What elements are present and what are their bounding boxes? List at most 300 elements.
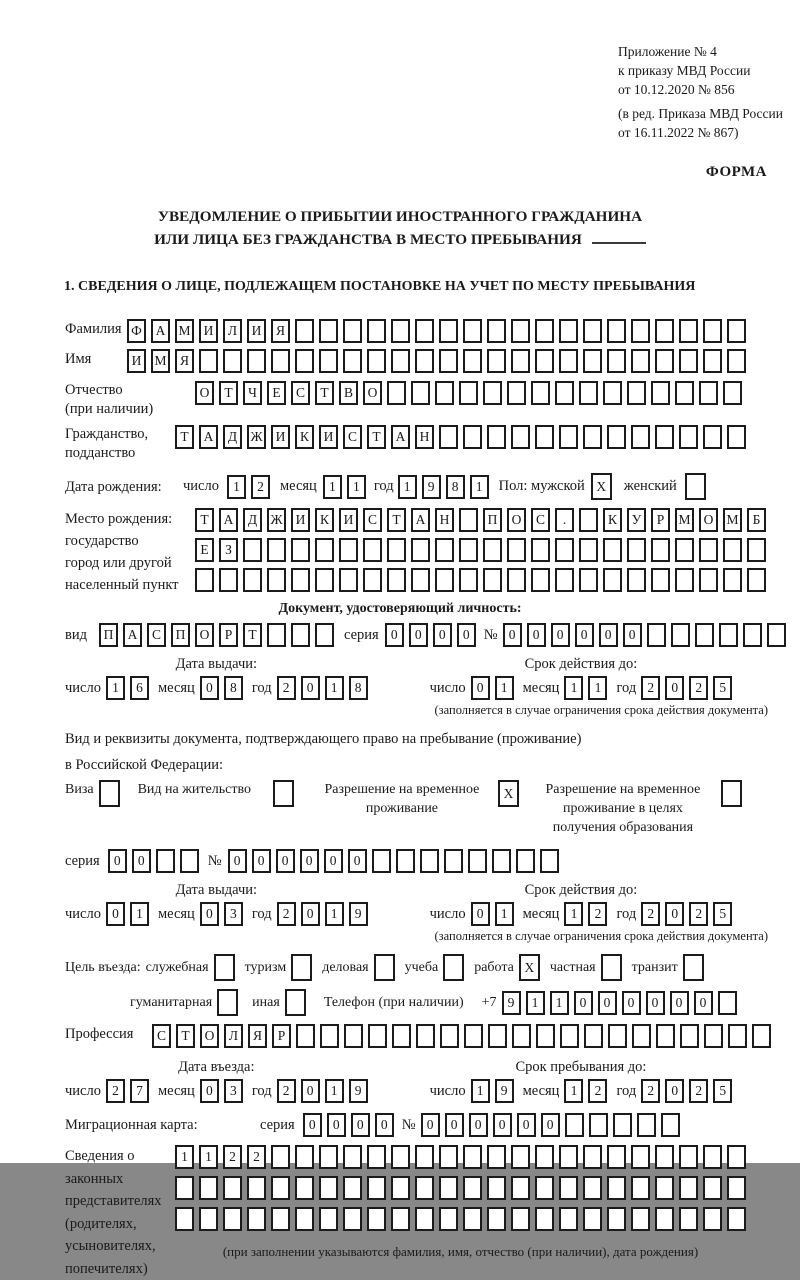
char-box[interactable]: 3 (224, 1079, 243, 1103)
char-box[interactable] (579, 538, 598, 562)
stay-until-year-boxes[interactable] (641, 1079, 732, 1103)
char-box[interactable] (396, 849, 415, 873)
char-box[interactable]: 1 (564, 1079, 583, 1103)
char-box[interactable]: О (200, 1024, 219, 1048)
char-box[interactable]: З (219, 538, 238, 562)
stay-issue-day-boxes[interactable] (106, 902, 149, 926)
char-box[interactable] (723, 381, 742, 405)
char-box[interactable] (435, 568, 454, 592)
char-box[interactable] (631, 1207, 650, 1231)
char-box[interactable] (271, 349, 290, 373)
purpose-tourism-checkbox[interactable] (291, 954, 312, 981)
char-box[interactable] (631, 1145, 650, 1169)
char-box[interactable]: М (675, 508, 694, 532)
char-box[interactable] (632, 1024, 651, 1048)
char-box[interactable] (679, 425, 698, 449)
char-box[interactable]: 0 (445, 1113, 464, 1137)
char-box[interactable]: 0 (200, 1079, 219, 1103)
valid-day-boxes[interactable] (471, 676, 514, 700)
migration-card-number-boxes[interactable] (421, 1113, 680, 1137)
representatives-row2-boxes[interactable] (175, 1176, 746, 1200)
char-box[interactable]: 1 (175, 1145, 194, 1169)
char-box[interactable] (747, 568, 766, 592)
char-box[interactable] (199, 1207, 218, 1231)
char-box[interactable] (339, 568, 358, 592)
char-box[interactable] (243, 568, 262, 592)
char-box[interactable]: А (219, 508, 238, 532)
char-box[interactable] (535, 425, 554, 449)
char-box[interactable]: 1 (526, 991, 545, 1015)
char-box[interactable] (387, 568, 406, 592)
char-box[interactable] (195, 568, 214, 592)
char-box[interactable]: 0 (421, 1113, 440, 1137)
char-box[interactable]: Е (267, 381, 286, 405)
char-box[interactable]: 1 (564, 902, 583, 926)
representatives-row1-boxes[interactable] (175, 1145, 746, 1169)
char-box[interactable] (291, 623, 310, 647)
char-box[interactable] (271, 1207, 290, 1231)
char-box[interactable]: 0 (694, 991, 713, 1015)
char-box[interactable] (175, 1176, 194, 1200)
char-box[interactable]: П (171, 623, 190, 647)
char-box[interactable]: 0 (471, 902, 490, 926)
char-box[interactable] (559, 425, 578, 449)
char-box[interactable] (483, 381, 502, 405)
char-box[interactable]: 2 (689, 1079, 708, 1103)
char-box[interactable] (295, 1176, 314, 1200)
char-box[interactable] (603, 538, 622, 562)
char-box[interactable] (685, 473, 706, 500)
char-box[interactable] (655, 425, 674, 449)
char-box[interactable] (631, 319, 650, 343)
birthplace-row1-boxes[interactable] (195, 508, 766, 532)
char-box[interactable]: 9 (495, 1079, 514, 1103)
char-box[interactable]: 0 (598, 991, 617, 1015)
char-box[interactable] (679, 1145, 698, 1169)
char-box[interactable] (464, 1024, 483, 1048)
char-box[interactable] (175, 1207, 194, 1231)
char-box[interactable]: 0 (200, 676, 219, 700)
char-box[interactable]: 1 (227, 475, 246, 499)
char-box[interactable] (656, 1024, 675, 1048)
char-box[interactable]: 1 (325, 902, 344, 926)
char-box[interactable] (699, 381, 718, 405)
char-box[interactable]: 9 (502, 991, 521, 1015)
char-box[interactable] (295, 349, 314, 373)
char-box[interactable] (536, 1024, 555, 1048)
char-box[interactable] (439, 349, 458, 373)
char-box[interactable] (579, 508, 598, 532)
char-box[interactable] (343, 349, 362, 373)
char-box[interactable] (247, 1207, 266, 1231)
char-box[interactable] (411, 381, 430, 405)
phone-boxes[interactable] (502, 991, 737, 1015)
char-box[interactable] (363, 568, 382, 592)
char-box[interactable] (415, 349, 434, 373)
purpose-other-checkbox[interactable] (285, 989, 306, 1016)
char-box[interactable] (607, 1207, 626, 1231)
char-box[interactable]: И (127, 349, 146, 373)
char-box[interactable]: 0 (132, 849, 151, 873)
char-box[interactable]: Я (271, 319, 290, 343)
migration-card-series-boxes[interactable] (303, 1113, 394, 1137)
char-box[interactable]: Р (219, 623, 238, 647)
char-box[interactable] (319, 1176, 338, 1200)
char-box[interactable] (631, 425, 650, 449)
char-box[interactable]: Р (272, 1024, 291, 1048)
char-box[interactable] (607, 425, 626, 449)
char-box[interactable]: 0 (385, 623, 404, 647)
char-box[interactable] (718, 991, 737, 1015)
char-box[interactable] (295, 1145, 314, 1169)
char-box[interactable] (315, 568, 334, 592)
char-box[interactable]: Ч (243, 381, 262, 405)
char-box[interactable]: 2 (277, 902, 296, 926)
char-box[interactable]: И (291, 508, 310, 532)
char-box[interactable]: 2 (106, 1079, 125, 1103)
char-box[interactable] (271, 1145, 290, 1169)
char-box[interactable]: 0 (623, 623, 642, 647)
char-box[interactable] (631, 1176, 650, 1200)
char-box[interactable]: 9 (422, 475, 441, 499)
char-box[interactable]: 0 (665, 1079, 684, 1103)
char-box[interactable]: 5 (713, 902, 732, 926)
char-box[interactable] (651, 568, 670, 592)
char-box[interactable] (267, 538, 286, 562)
char-box[interactable]: 1 (325, 1079, 344, 1103)
char-box[interactable] (603, 568, 622, 592)
char-box[interactable] (463, 319, 482, 343)
char-box[interactable]: Я (248, 1024, 267, 1048)
char-box[interactable]: Н (415, 425, 434, 449)
char-box[interactable] (627, 538, 646, 562)
char-box[interactable] (607, 1176, 626, 1200)
char-box[interactable] (589, 1113, 608, 1137)
char-box[interactable]: 1 (106, 676, 125, 700)
char-box[interactable] (703, 1207, 722, 1231)
char-box[interactable] (683, 954, 704, 981)
char-box[interactable] (655, 349, 674, 373)
char-box[interactable]: Т (315, 381, 334, 405)
doc-series-boxes[interactable] (385, 623, 476, 647)
char-box[interactable] (217, 989, 238, 1016)
char-box[interactable] (487, 319, 506, 343)
stay-series-boxes[interactable] (108, 849, 199, 873)
purpose-private-checkbox[interactable] (601, 954, 622, 981)
char-box[interactable] (511, 349, 530, 373)
char-box[interactable]: И (271, 425, 290, 449)
char-box[interactable] (675, 568, 694, 592)
purpose-study-checkbox[interactable] (443, 954, 464, 981)
char-box[interactable]: 0 (375, 1113, 394, 1137)
char-box[interactable]: П (99, 623, 118, 647)
char-box[interactable] (285, 989, 306, 1016)
char-box[interactable]: 0 (303, 1113, 322, 1137)
char-box[interactable]: К (295, 425, 314, 449)
char-box[interactable]: 7 (130, 1079, 149, 1103)
char-box[interactable]: Я (175, 349, 194, 373)
char-box[interactable] (583, 1176, 602, 1200)
char-box[interactable] (535, 319, 554, 343)
char-box[interactable]: Т (243, 623, 262, 647)
char-box[interactable] (223, 349, 242, 373)
char-box[interactable] (695, 623, 714, 647)
char-box[interactable] (214, 954, 235, 981)
temp-residence-education-checkbox[interactable] (721, 780, 742, 807)
char-box[interactable] (703, 349, 722, 373)
char-box[interactable] (607, 349, 626, 373)
char-box[interactable] (315, 623, 334, 647)
char-box[interactable] (507, 381, 526, 405)
char-box[interactable] (295, 319, 314, 343)
char-box[interactable]: 0 (493, 1113, 512, 1137)
char-box[interactable]: 0 (228, 849, 247, 873)
female-checkbox[interactable] (685, 473, 706, 500)
char-box[interactable] (584, 1024, 603, 1048)
char-box[interactable] (647, 623, 666, 647)
char-box[interactable] (319, 1207, 338, 1231)
char-box[interactable]: 2 (588, 1079, 607, 1103)
char-box[interactable] (367, 1176, 386, 1200)
char-box[interactable]: С (147, 623, 166, 647)
char-box[interactable] (344, 1024, 363, 1048)
char-box[interactable]: Т (195, 508, 214, 532)
char-box[interactable] (319, 349, 338, 373)
char-box[interactable] (703, 1176, 722, 1200)
char-box[interactable] (583, 1207, 602, 1231)
stay-number-boxes[interactable] (228, 849, 559, 873)
char-box[interactable] (391, 319, 410, 343)
char-box[interactable] (459, 381, 478, 405)
char-box[interactable] (367, 1207, 386, 1231)
char-box[interactable]: X (591, 473, 612, 500)
char-box[interactable] (535, 1207, 554, 1231)
purpose-work-checkbox[interactable] (519, 954, 540, 981)
char-box[interactable] (719, 623, 738, 647)
char-box[interactable]: И (247, 319, 266, 343)
char-box[interactable] (559, 319, 578, 343)
char-box[interactable] (679, 319, 698, 343)
char-box[interactable] (655, 319, 674, 343)
char-box[interactable]: Т (176, 1024, 195, 1048)
char-box[interactable] (483, 568, 502, 592)
char-box[interactable] (675, 538, 694, 562)
visa-checkbox[interactable] (99, 780, 120, 807)
char-box[interactable] (531, 381, 550, 405)
char-box[interactable]: 1 (588, 676, 607, 700)
stay-until-day-boxes[interactable] (471, 1079, 514, 1103)
char-box[interactable]: Е (195, 538, 214, 562)
char-box[interactable] (219, 568, 238, 592)
char-box[interactable] (267, 568, 286, 592)
char-box[interactable] (463, 1176, 482, 1200)
char-box[interactable]: 1 (323, 475, 342, 499)
char-box[interactable]: 2 (277, 1079, 296, 1103)
char-box[interactable] (439, 1176, 458, 1200)
char-box[interactable]: 0 (108, 849, 127, 873)
issue-year-boxes[interactable] (277, 676, 368, 700)
char-box[interactable]: Б (747, 508, 766, 532)
char-box[interactable] (247, 349, 266, 373)
char-box[interactable] (343, 1145, 362, 1169)
char-box[interactable] (387, 381, 406, 405)
char-box[interactable] (363, 538, 382, 562)
char-box[interactable] (367, 319, 386, 343)
char-box[interactable] (607, 1145, 626, 1169)
char-box[interactable] (99, 780, 120, 807)
char-box[interactable] (180, 849, 199, 873)
char-box[interactable]: Р (651, 508, 670, 532)
char-box[interactable] (391, 1207, 410, 1231)
char-box[interactable]: 1 (398, 475, 417, 499)
char-box[interactable]: 0 (301, 902, 320, 926)
stay-until-month-boxes[interactable] (564, 1079, 607, 1103)
char-box[interactable] (727, 319, 746, 343)
char-box[interactable] (247, 1176, 266, 1200)
char-box[interactable] (535, 1145, 554, 1169)
char-box[interactable]: 9 (349, 1079, 368, 1103)
char-box[interactable] (492, 849, 511, 873)
char-box[interactable]: 0 (599, 623, 618, 647)
entry-day-boxes[interactable] (106, 1079, 149, 1103)
char-box[interactable]: 1 (471, 1079, 490, 1103)
birthplace-row2-boxes[interactable] (195, 538, 766, 562)
char-box[interactable] (267, 623, 286, 647)
char-box[interactable] (579, 381, 598, 405)
char-box[interactable]: Л (224, 1024, 243, 1048)
char-box[interactable]: 0 (575, 623, 594, 647)
char-box[interactable] (343, 1176, 362, 1200)
char-box[interactable]: 1 (347, 475, 366, 499)
char-box[interactable]: Ж (247, 425, 266, 449)
char-box[interactable]: С (531, 508, 550, 532)
char-box[interactable]: С (152, 1024, 171, 1048)
char-box[interactable] (487, 425, 506, 449)
char-box[interactable] (679, 1207, 698, 1231)
char-box[interactable] (608, 1024, 627, 1048)
char-box[interactable] (704, 1024, 723, 1048)
firstname-boxes[interactable] (127, 349, 746, 373)
char-box[interactable] (488, 1024, 507, 1048)
char-box[interactable] (439, 1207, 458, 1231)
char-box[interactable]: 1 (495, 676, 514, 700)
char-box[interactable] (651, 538, 670, 562)
char-box[interactable] (487, 1207, 506, 1231)
char-box[interactable]: 0 (324, 849, 343, 873)
char-box[interactable] (296, 1024, 315, 1048)
char-box[interactable]: О (363, 381, 382, 405)
char-box[interactable]: 0 (541, 1113, 560, 1137)
char-box[interactable]: 8 (224, 676, 243, 700)
char-box[interactable] (343, 319, 362, 343)
char-box[interactable] (727, 349, 746, 373)
char-box[interactable]: 0 (327, 1113, 346, 1137)
citizenship-boxes[interactable] (175, 425, 746, 449)
char-box[interactable] (367, 349, 386, 373)
char-box[interactable]: 0 (252, 849, 271, 873)
char-box[interactable]: 2 (641, 1079, 660, 1103)
char-box[interactable] (439, 1145, 458, 1169)
char-box[interactable] (651, 381, 670, 405)
char-box[interactable]: С (343, 425, 362, 449)
char-box[interactable] (439, 319, 458, 343)
char-box[interactable]: Л (223, 319, 242, 343)
birth-month-boxes[interactable] (323, 475, 366, 499)
char-box[interactable] (459, 538, 478, 562)
char-box[interactable] (440, 1024, 459, 1048)
char-box[interactable] (752, 1024, 771, 1048)
char-box[interactable]: К (315, 508, 334, 532)
char-box[interactable]: Д (223, 425, 242, 449)
char-box[interactable] (415, 1207, 434, 1231)
char-box[interactable]: 1 (495, 902, 514, 926)
char-box[interactable] (392, 1024, 411, 1048)
char-box[interactable] (291, 954, 312, 981)
char-box[interactable] (391, 349, 410, 373)
char-box[interactable] (511, 1145, 530, 1169)
char-box[interactable] (721, 780, 742, 807)
stay-valid-day-boxes[interactable] (471, 902, 514, 926)
char-box[interactable] (199, 1176, 218, 1200)
char-box[interactable] (463, 425, 482, 449)
char-box[interactable]: 0 (300, 849, 319, 873)
char-box[interactable]: 2 (641, 902, 660, 926)
char-box[interactable] (559, 349, 578, 373)
char-box[interactable]: А (151, 319, 170, 343)
char-box[interactable]: 2 (689, 676, 708, 700)
char-box[interactable] (511, 425, 530, 449)
char-box[interactable]: 2 (689, 902, 708, 926)
char-box[interactable] (291, 568, 310, 592)
char-box[interactable] (727, 1145, 746, 1169)
char-box[interactable]: 0 (469, 1113, 488, 1137)
char-box[interactable]: Ф (127, 319, 146, 343)
char-box[interactable]: 8 (446, 475, 465, 499)
char-box[interactable]: 3 (224, 902, 243, 926)
stay-issue-year-boxes[interactable] (277, 902, 368, 926)
issue-month-boxes[interactable] (200, 676, 243, 700)
char-box[interactable] (679, 1176, 698, 1200)
char-box[interactable]: С (363, 508, 382, 532)
char-box[interactable]: 1 (325, 676, 344, 700)
char-box[interactable] (703, 319, 722, 343)
char-box[interactable] (559, 1176, 578, 1200)
char-box[interactable]: 0 (574, 991, 593, 1015)
char-box[interactable] (511, 1176, 530, 1200)
char-box[interactable]: 0 (503, 623, 522, 647)
doc-number-boxes[interactable] (503, 623, 786, 647)
doc-kind-boxes[interactable] (99, 623, 334, 647)
char-box[interactable] (767, 623, 786, 647)
char-box[interactable] (613, 1113, 632, 1137)
char-box[interactable]: 0 (646, 991, 665, 1015)
char-box[interactable]: Т (387, 508, 406, 532)
char-box[interactable] (511, 319, 530, 343)
char-box[interactable] (699, 568, 718, 592)
char-box[interactable] (319, 1145, 338, 1169)
char-box[interactable]: 0 (665, 676, 684, 700)
entry-month-boxes[interactable] (200, 1079, 243, 1103)
char-box[interactable]: 0 (301, 676, 320, 700)
char-box[interactable]: М (723, 508, 742, 532)
entry-year-boxes[interactable] (277, 1079, 368, 1103)
valid-year-boxes[interactable] (641, 676, 732, 700)
char-box[interactable]: 2 (223, 1145, 242, 1169)
char-box[interactable] (487, 349, 506, 373)
char-box[interactable] (435, 538, 454, 562)
char-box[interactable]: 0 (276, 849, 295, 873)
char-box[interactable] (555, 381, 574, 405)
